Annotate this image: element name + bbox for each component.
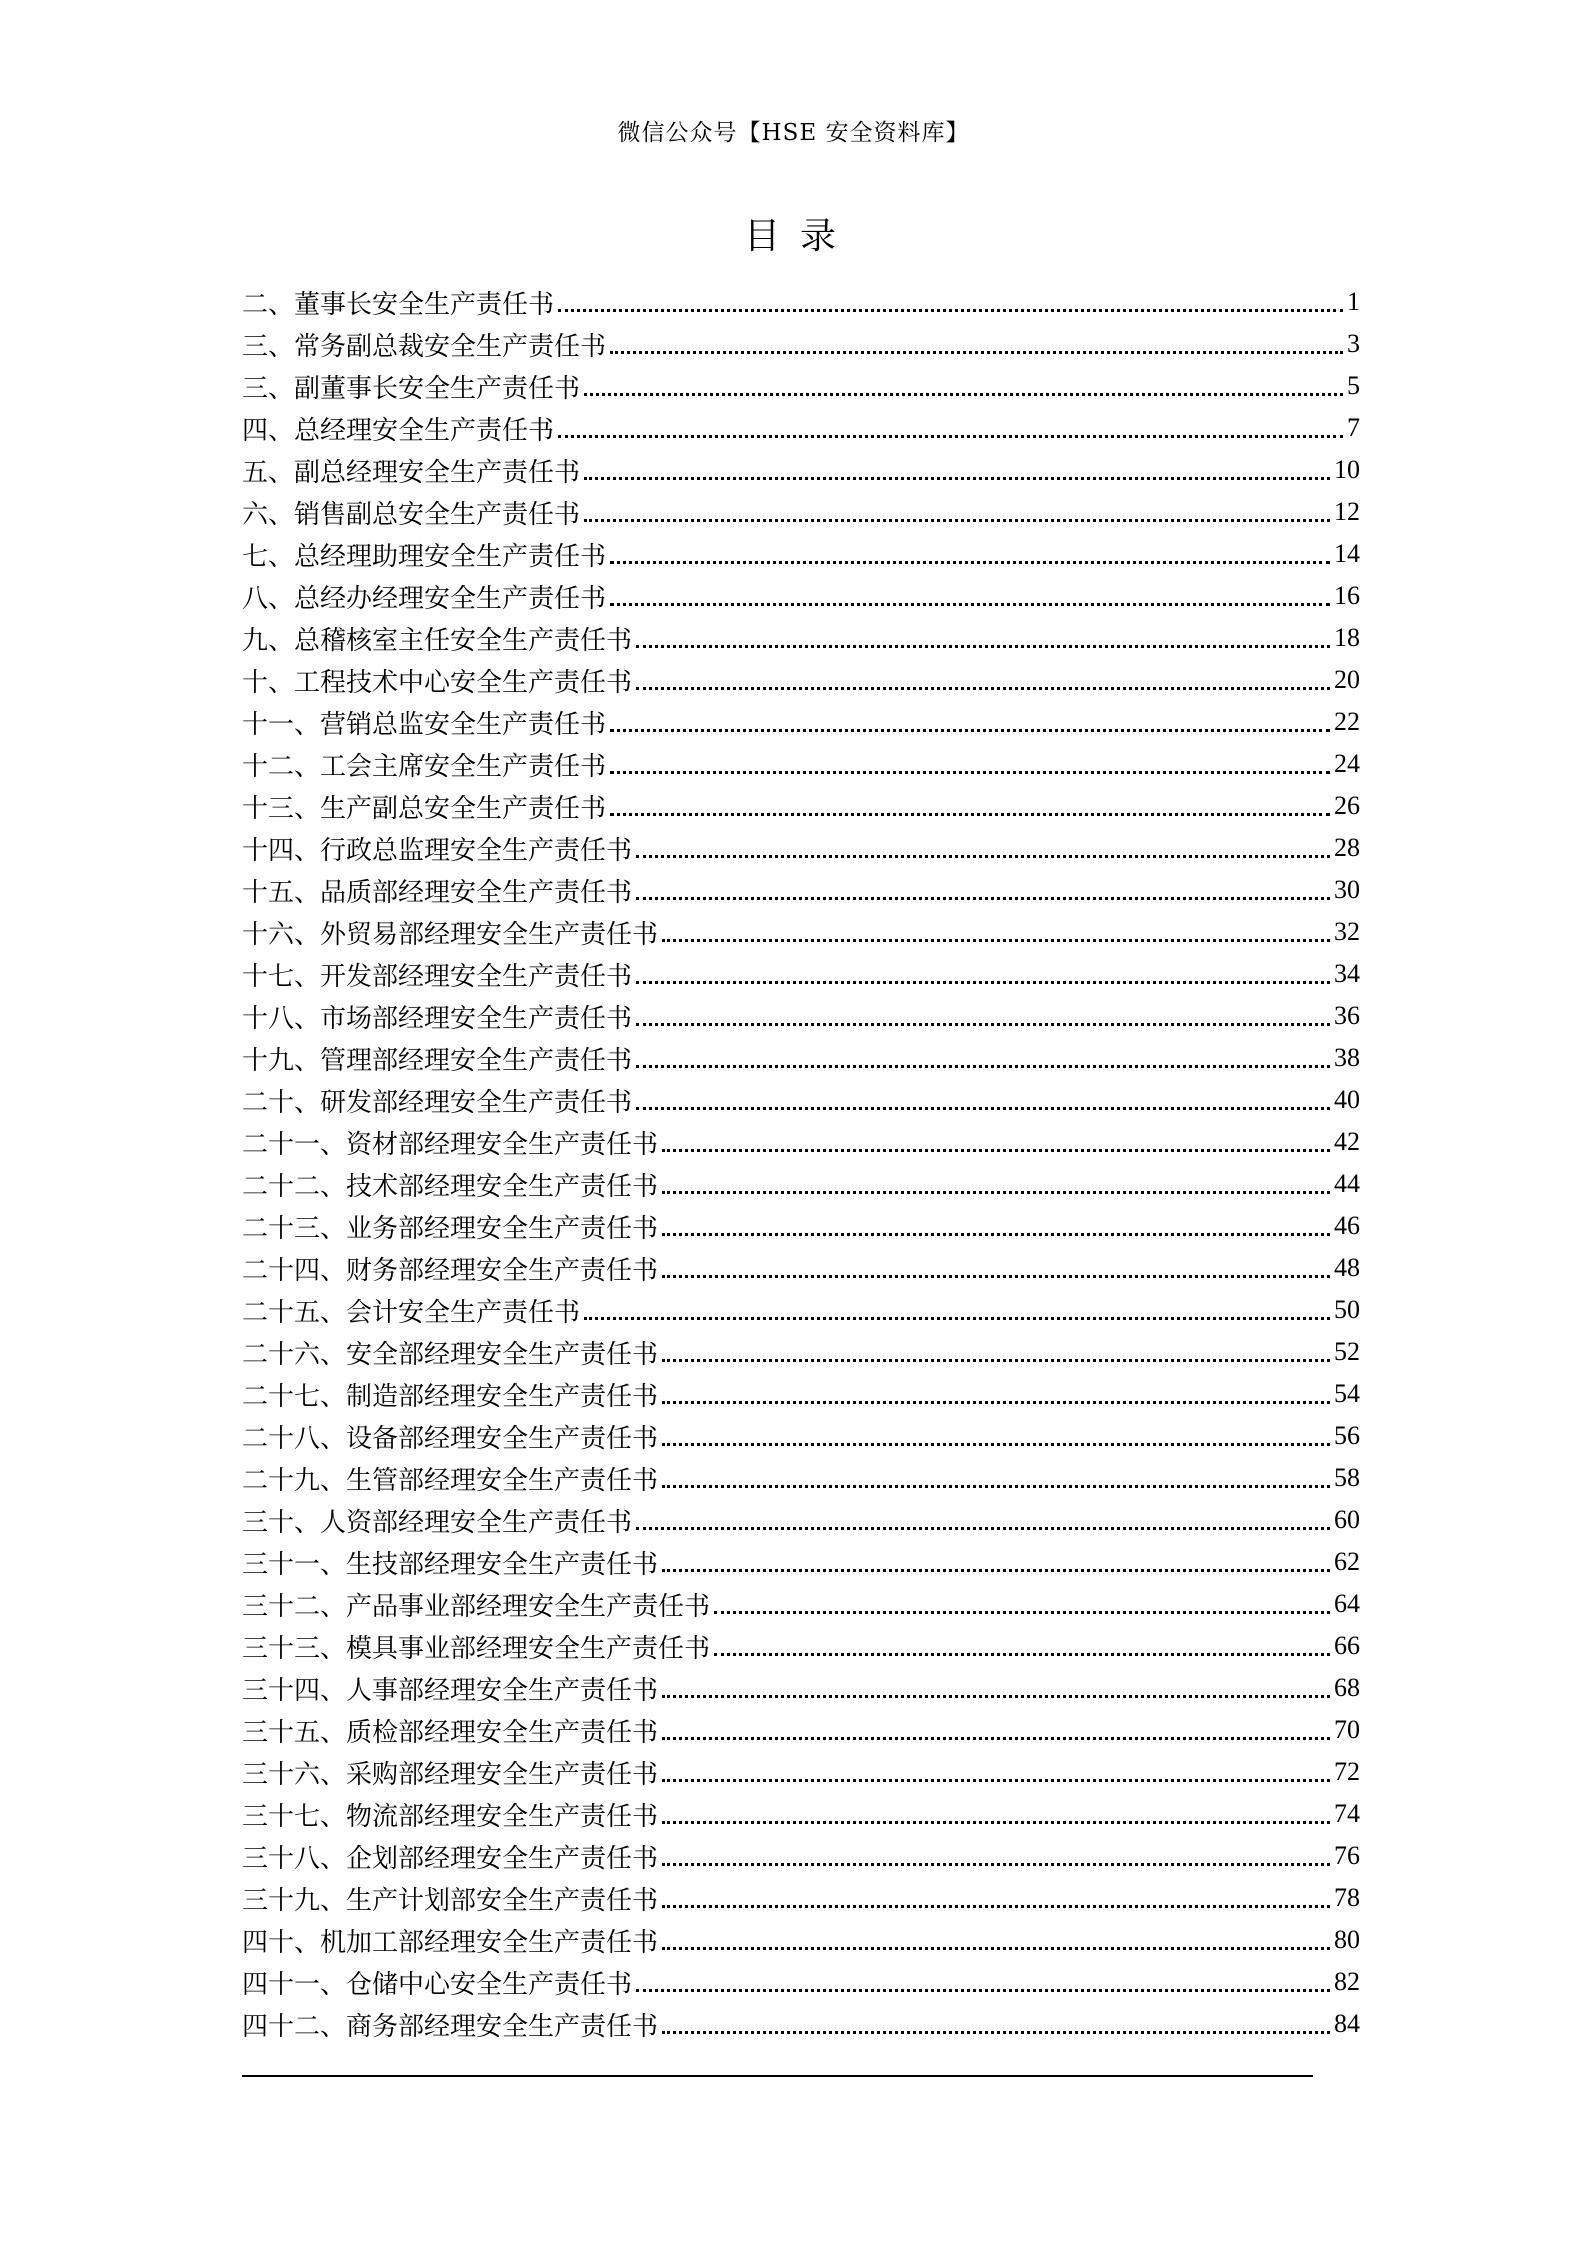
toc-dot-leader (558, 309, 1343, 312)
toc-entry-page-number: 44 (1334, 1169, 1360, 1198)
toc-entry-page-number: 84 (1334, 2009, 1360, 2038)
toc-entry-page-number: 10 (1334, 455, 1360, 484)
toc-entry[interactable] (242, 407, 1360, 449)
toc-entry[interactable] (242, 533, 1360, 575)
toc-entry-page-number: 80 (1334, 1925, 1360, 1954)
toc-dot-leader (662, 1779, 1330, 1782)
toc-entry-page-number: 74 (1334, 1799, 1360, 1828)
toc-entry-label: 二十二、技术部经理安全生产责任书 (242, 1171, 659, 1202)
toc-dot-leader (662, 1905, 1330, 1908)
toc-entry-label: 二十九、生管部经理安全生产责任书 (242, 1465, 659, 1496)
toc-dot-leader (662, 1191, 1330, 1194)
toc-entry-label: 三十四、人事部经理安全生产责任书 (242, 1675, 659, 1706)
toc-entry-label: 三十七、物流部经理安全生产责任书 (242, 1801, 659, 1832)
toc-dot-leader (636, 645, 1330, 648)
toc-entry-page-number: 32 (1334, 917, 1360, 946)
toc-entry-label: 三十九、生产计划部安全生产责任书 (242, 1885, 659, 1916)
toc-dot-leader (636, 1023, 1330, 1026)
toc-entry[interactable] (242, 1289, 1360, 1331)
toc-dot-leader (636, 687, 1330, 690)
toc-entry-label: 三十三、模具事业部经理安全生产责任书 (242, 1633, 711, 1664)
toc-dot-leader (584, 477, 1330, 480)
toc-entry[interactable] (242, 1331, 1360, 1373)
toc-entry-label: 十二、工会主席安全生产责任书 (242, 751, 607, 782)
toc-entry-label: 三、副董事长安全生产责任书 (242, 373, 581, 404)
toc-entry-label: 二十六、安全部经理安全生产责任书 (242, 1339, 659, 1370)
toc-dot-leader (584, 1317, 1330, 1320)
toc-entry[interactable] (242, 281, 1360, 323)
toc-dot-leader (558, 435, 1343, 438)
toc-entry[interactable] (242, 491, 1360, 533)
toc-dot-leader (662, 1149, 1330, 1152)
toc-entry-page-number: 42 (1334, 1127, 1360, 1156)
toc-entry-page-number: 46 (1334, 1211, 1360, 1240)
toc-entry-label: 二十八、设备部经理安全生产责任书 (242, 1423, 659, 1454)
toc-entry-label: 三十二、产品事业部经理安全生产责任书 (242, 1591, 711, 1622)
toc-entry-page-number: 30 (1334, 875, 1360, 904)
toc-dot-leader (636, 855, 1330, 858)
toc-entry-label: 三十六、采购部经理安全生产责任书 (242, 1759, 659, 1790)
toc-entry[interactable] (242, 365, 1360, 407)
toc-entry-label: 十九、管理部经理安全生产责任书 (242, 1045, 633, 1076)
toc-entry-page-number: 40 (1334, 1085, 1360, 1114)
toc-entry[interactable] (242, 1709, 1360, 1751)
toc-entry-page-number: 18 (1334, 623, 1360, 652)
toc-entry[interactable] (242, 1877, 1360, 1919)
toc-dot-leader (662, 1233, 1330, 1236)
toc-entry-label: 十八、市场部经理安全生产责任书 (242, 1003, 633, 1034)
toc-entry-label: 五、副总经理安全生产责任书 (242, 457, 581, 488)
toc-entry-label: 九、总稽核室主任安全生产责任书 (242, 625, 633, 656)
table-of-contents (242, 281, 1360, 2045)
toc-entry[interactable] (242, 1163, 1360, 1205)
toc-entry-label: 十三、生产副总安全生产责任书 (242, 793, 607, 824)
toc-entry[interactable] (242, 1583, 1360, 1625)
toc-entry-label: 二十五、会计安全生产责任书 (242, 1297, 581, 1328)
toc-entry-page-number: 22 (1334, 707, 1360, 736)
toc-entry-label: 二十三、业务部经理安全生产责任书 (242, 1213, 659, 1244)
toc-dot-leader (662, 1485, 1330, 1488)
toc-dot-leader (636, 981, 1330, 984)
toc-entry-page-number: 70 (1334, 1715, 1360, 1744)
toc-dot-leader (584, 519, 1330, 522)
toc-entry-page-number: 48 (1334, 1253, 1360, 1282)
toc-dot-leader (662, 1695, 1330, 1698)
toc-entry-page-number: 54 (1334, 1379, 1360, 1408)
toc-entry-page-number: 3 (1347, 329, 1360, 358)
toc-entry-label: 十七、开发部经理安全生产责任书 (242, 961, 633, 992)
toc-entry-label: 六、销售副总安全生产责任书 (242, 499, 581, 530)
toc-entry-page-number: 26 (1334, 791, 1360, 820)
toc-entry-label: 四、总经理安全生产责任书 (242, 415, 555, 446)
toc-entry[interactable] (242, 1667, 1360, 1709)
toc-dot-leader (662, 1947, 1330, 1950)
toc-entry[interactable] (242, 785, 1360, 827)
toc-entry[interactable] (242, 1121, 1360, 1163)
toc-entry[interactable] (242, 743, 1360, 785)
toc-entry[interactable] (242, 1499, 1360, 1541)
toc-dot-leader (662, 1443, 1330, 1446)
toc-entry-page-number: 38 (1334, 1043, 1360, 1072)
toc-entry-page-number: 12 (1334, 497, 1360, 526)
toc-entry-page-number: 28 (1334, 833, 1360, 862)
toc-entry-label: 三十一、生技部经理安全生产责任书 (242, 1549, 659, 1580)
toc-dot-leader (610, 561, 1330, 564)
toc-entry[interactable] (242, 1457, 1360, 1499)
toc-entry-label: 十六、外贸易部经理安全生产责任书 (242, 919, 659, 950)
toc-entry-label: 三十、人资部经理安全生产责任书 (242, 1507, 633, 1538)
toc-entry[interactable] (242, 1793, 1360, 1835)
toc-dot-leader (636, 1107, 1330, 1110)
toc-entry-page-number: 7 (1347, 413, 1360, 442)
toc-entry[interactable] (242, 1751, 1360, 1793)
toc-dot-leader (610, 771, 1330, 774)
toc-entry-page-number: 64 (1334, 1589, 1360, 1618)
toc-title: 目录 (743, 216, 856, 257)
toc-dot-leader (662, 1359, 1330, 1362)
toc-entry-label: 十、工程技术中心安全生产责任书 (242, 667, 633, 698)
toc-entry[interactable] (242, 1079, 1360, 1121)
toc-entry[interactable] (242, 1961, 1360, 2003)
toc-dot-leader (610, 351, 1343, 354)
toc-entry[interactable] (242, 1625, 1360, 1667)
toc-dot-leader (662, 1401, 1330, 1404)
toc-entry-page-number: 50 (1334, 1295, 1360, 1324)
toc-entry-page-number: 52 (1334, 1337, 1360, 1366)
toc-dot-leader (636, 1527, 1330, 1530)
toc-entry-label: 二十、研发部经理安全生产责任书 (242, 1087, 633, 1118)
toc-entry[interactable] (242, 995, 1360, 1037)
toc-entry[interactable] (242, 1037, 1360, 1079)
toc-entry-page-number: 5 (1347, 371, 1360, 400)
toc-entry-page-number: 1 (1347, 287, 1360, 316)
toc-entry-label: 三十八、企划部经理安全生产责任书 (242, 1843, 659, 1874)
toc-entry[interactable] (242, 953, 1360, 995)
toc-entry[interactable] (242, 1373, 1360, 1415)
toc-entry-page-number: 14 (1334, 539, 1360, 568)
toc-dot-leader (662, 1275, 1330, 1278)
toc-dot-leader (584, 393, 1343, 396)
toc-dot-leader (610, 729, 1330, 732)
toc-entry[interactable] (242, 1415, 1360, 1457)
toc-dot-leader (662, 939, 1330, 942)
toc-dot-leader (610, 813, 1330, 816)
toc-entry[interactable] (242, 701, 1360, 743)
toc-dot-leader (662, 1863, 1330, 1866)
toc-entry-page-number: 66 (1334, 1631, 1360, 1660)
toc-dot-leader (714, 1611, 1330, 1614)
toc-entry-label: 十一、营销总监安全生产责任书 (242, 709, 607, 740)
toc-dot-leader (636, 897, 1330, 900)
toc-entry-label: 二十四、财务部经理安全生产责任书 (242, 1255, 659, 1286)
toc-entry-page-number: 20 (1334, 665, 1360, 694)
toc-entry-page-number: 56 (1334, 1421, 1360, 1450)
toc-entry[interactable] (242, 617, 1360, 659)
toc-entry-page-number: 82 (1334, 1967, 1360, 1996)
toc-entry[interactable] (242, 1919, 1360, 1961)
toc-entry-page-number: 58 (1334, 1463, 1360, 1492)
toc-dot-leader (636, 1065, 1330, 1068)
toc-entry-label: 四十、机加工部经理安全生产责任书 (242, 1927, 659, 1958)
toc-dot-leader (662, 1569, 1330, 1572)
toc-entry-label: 八、总经办经理安全生产责任书 (242, 583, 607, 614)
toc-entry-page-number: 60 (1334, 1505, 1360, 1534)
toc-entry-label: 二十七、制造部经理安全生产责任书 (242, 1381, 659, 1412)
toc-entry-label: 四十二、商务部经理安全生产责任书 (242, 2011, 659, 2042)
toc-entry-page-number: 34 (1334, 959, 1360, 988)
toc-entry[interactable] (242, 911, 1360, 953)
toc-entry-page-number: 36 (1334, 1001, 1360, 1030)
toc-entry-page-number: 72 (1334, 1757, 1360, 1786)
toc-entry-page-number: 62 (1334, 1547, 1360, 1576)
toc-entry-label: 二十一、资材部经理安全生产责任书 (242, 1129, 659, 1160)
toc-entry-label: 四十一、仓储中心安全生产责任书 (242, 1969, 633, 2000)
toc-entry-page-number: 78 (1334, 1883, 1360, 1912)
toc-entry[interactable] (242, 449, 1360, 491)
toc-entry[interactable] (242, 1205, 1360, 1247)
toc-entry[interactable] (242, 1541, 1360, 1583)
toc-entry-page-number: 76 (1334, 1841, 1360, 1870)
toc-dot-leader (662, 1737, 1330, 1740)
toc-entry-label: 三、常务副总裁安全生产责任书 (242, 331, 607, 362)
toc-entry[interactable] (242, 2003, 1360, 2045)
footer-divider (242, 2075, 1313, 2077)
toc-entry[interactable] (242, 827, 1360, 869)
page-header: 微信公众号【HSE 安全资料库】 (617, 120, 970, 146)
toc-entry-label: 十五、品质部经理安全生产责任书 (242, 877, 633, 908)
toc-dot-leader (662, 2031, 1330, 2034)
toc-entry[interactable] (242, 1835, 1360, 1877)
toc-entry-label: 三十五、质检部经理安全生产责任书 (242, 1717, 659, 1748)
toc-dot-leader (714, 1653, 1330, 1656)
toc-entry-label: 二、董事长安全生产责任书 (242, 289, 555, 320)
toc-entry-page-number: 68 (1334, 1673, 1360, 1702)
toc-entry[interactable] (242, 575, 1360, 617)
toc-entry-label: 七、总经理助理安全生产责任书 (242, 541, 607, 572)
toc-entry[interactable] (242, 323, 1360, 365)
toc-dot-leader (610, 603, 1330, 606)
toc-entry-page-number: 16 (1334, 581, 1360, 610)
toc-dot-leader (636, 1989, 1330, 1992)
toc-entry[interactable] (242, 659, 1360, 701)
toc-entry-page-number: 24 (1334, 749, 1360, 778)
toc-entry[interactable] (242, 1247, 1360, 1289)
toc-dot-leader (662, 1821, 1330, 1824)
toc-entry-label: 十四、行政总监理安全生产责任书 (242, 835, 633, 866)
toc-entry[interactable] (242, 869, 1360, 911)
